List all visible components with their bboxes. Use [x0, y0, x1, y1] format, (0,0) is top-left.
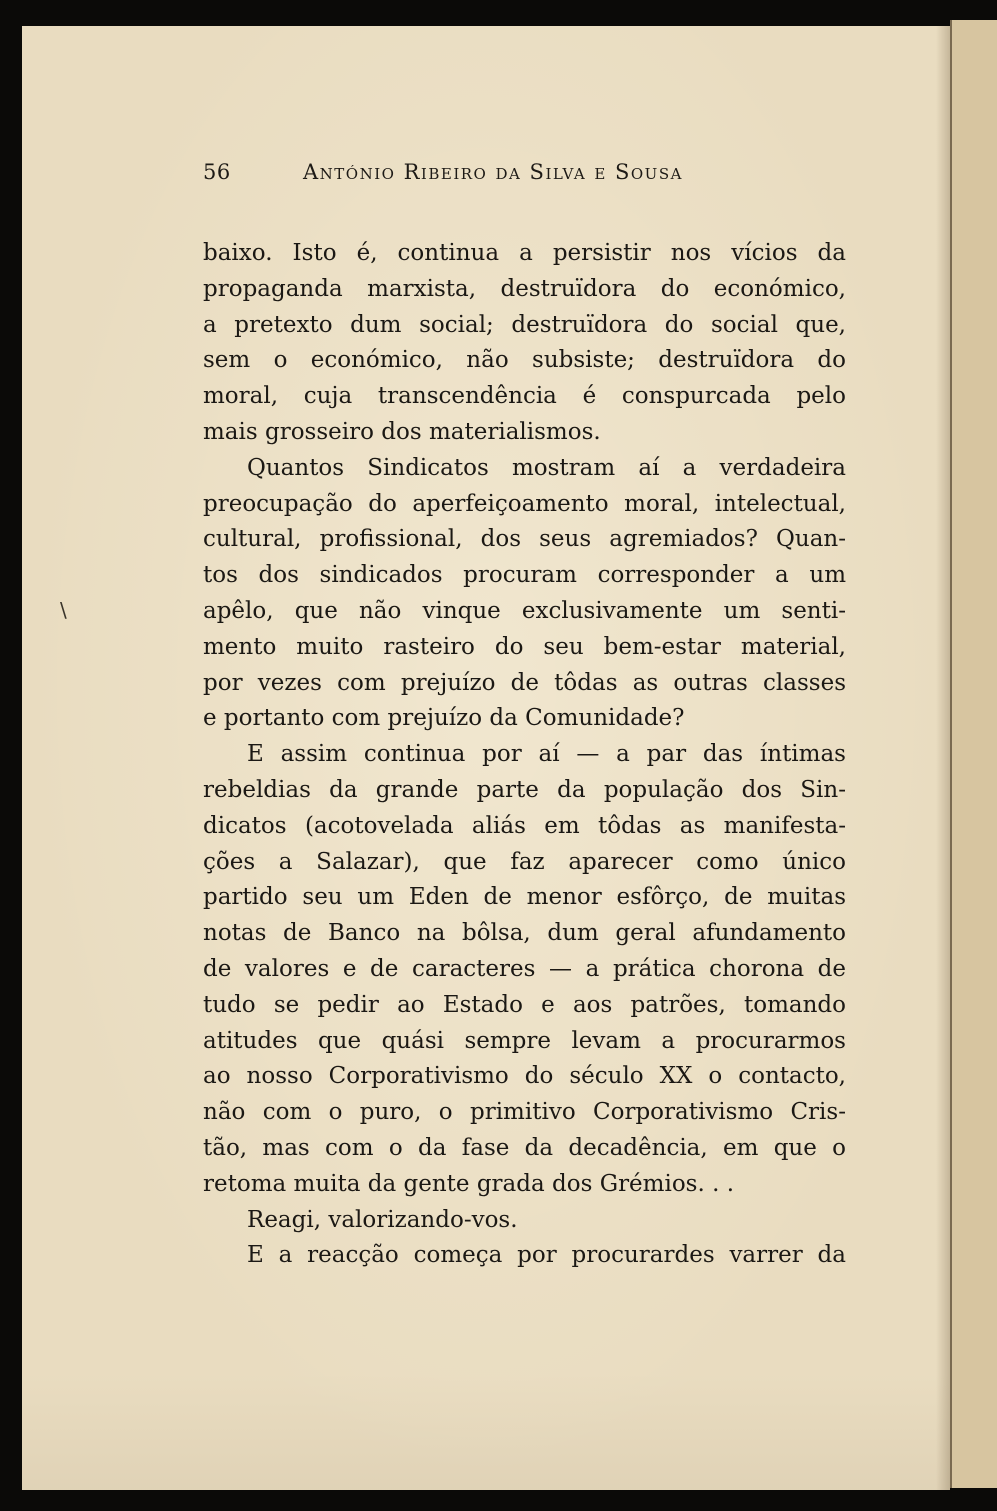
margin-mark: \ [60, 598, 67, 622]
text-line: Reagi, valorizando-vos. [247, 1206, 518, 1233]
adjacent-page-edge [950, 20, 997, 1488]
text-line: partido seu um Eden de menor esfôrço, de muitas [203, 884, 846, 911]
text-line: ções a Salazar), que faz aparecer como único [203, 848, 846, 875]
text-line: mais grosseiro dos materialismos. [203, 418, 601, 445]
text-line: tos dos sindicados procuram corresponder a um [203, 562, 846, 589]
text-line: de valores e de caracteres — a prática chorona de [203, 955, 846, 982]
text-line: preocupação do aperfeiçoamento moral, intelectual, [203, 490, 846, 517]
text-line: ao nosso Corporativismo do século XX o contacto, [203, 1063, 846, 1090]
text-line: Quantos Sindicatos mostram aí a verdadeira [247, 454, 846, 481]
body-text [203, 236, 846, 1274]
text-line: não com o puro, o primitivo Corporativismo Cris- [203, 1099, 846, 1126]
running-head [203, 160, 763, 184]
text-line: dicatos (acotovelada aliás em tôdas as manifesta- [203, 812, 846, 839]
gutter-shadow [936, 26, 950, 1490]
text-line: E assim continua por aí — a par das íntimas [247, 741, 846, 768]
text-line: por vezes com prejuízo de tôdas as outras classes [203, 669, 846, 696]
text-line: tão, mas com o da fase da decadência, em que o [203, 1134, 846, 1161]
text-line: a pretexto dum social; destruïdora do social que, [203, 311, 846, 338]
text-line: retoma muita da gente grada dos Grémios. . . [203, 1170, 735, 1197]
text-line: apêlo, que não vinque exclusivamente um senti- [203, 597, 846, 624]
text-line: propaganda marxista, destruïdora do económico, [203, 275, 846, 302]
text-line: mento muito rasteiro do seu bem-estar material, [203, 633, 846, 660]
text-line: sem o económico, não subsiste; destruïdora do [203, 347, 846, 374]
text-line: cultural, profissional, dos seus agremiados? Quan- [203, 526, 846, 553]
running-title: António Ribeiro da Silva e Sousa [303, 160, 683, 184]
text-line: tudo se pedir ao Estado e aos patrões, tomando [203, 991, 846, 1018]
text-line: atitudes que quási sempre levam a procurarmos [203, 1027, 846, 1054]
text-line: notas de Banco na bôlsa, dum geral afundamento [203, 920, 846, 947]
page-number: 56 [203, 160, 231, 184]
text-line: moral, cuja transcendência é conspurcada pelo [203, 383, 846, 410]
text-line: rebeldias da grande parte da população dos Sin- [203, 776, 846, 803]
text-line: E a reacção começa por procurardes varrer da [247, 1242, 846, 1269]
text-line: e portanto com prejuízo da Comunidade? [203, 705, 685, 732]
text-line: baixo. Isto é, continua a persistir nos vícios da [203, 240, 846, 266]
